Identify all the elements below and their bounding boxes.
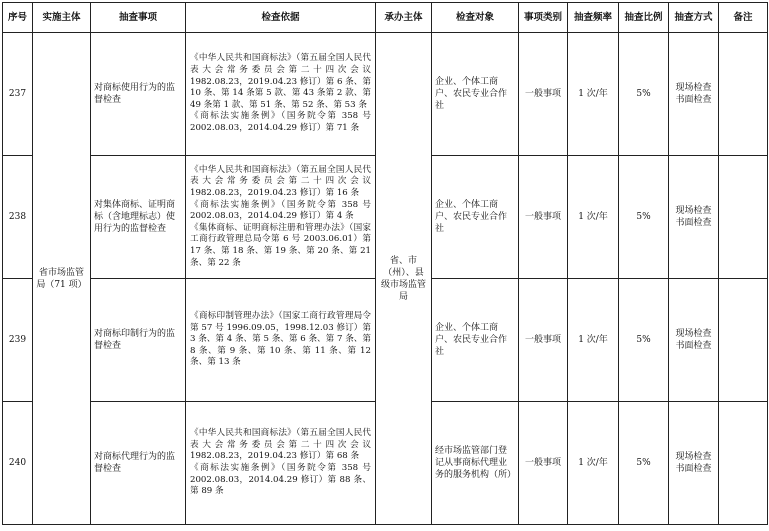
inspection-basis (186, 33, 376, 156)
inspection-ratio: 5% (619, 279, 669, 402)
inspection-method: 现场检查书面检查 (669, 156, 719, 279)
basis-line: 《中华人民共和国商标法》（第五届全国人民代表大会常务委员会第二十四次会议 1982.08.23，2019.04.23 修订）第 68 条 (190, 428, 371, 462)
header-basis: 检查依据 (186, 3, 376, 33)
undertaking-body-cell: 省、市（州）、县级市场监管局 (376, 33, 432, 525)
basis-line: 《中华人民共和国商标法》（第五届全国人民代表大会常务委员会第二十四次会议 1982.08.23，2019.04.23 修订）第 16 条 (190, 164, 371, 199)
header-row (3, 3, 768, 33)
basis-line: 《商标法实施条例》（国务院令第 358 号 2002.08.03，2014.04.29 修订）第 88 条、第 89 条 (190, 463, 371, 497)
inspection-ratio: 5% (619, 33, 669, 156)
basis-line: 《中华人民共和国商标法》（第五届全国人民代表大会常务委员会第二十四次会议 1982.08.23，2019.04.23 修订）第 6 条、第 10 条、第 14 条第 5 款、第 43 条第 2 款、第 49 条第 1 款、第 51 条、第 52 条、第 53 条 (190, 53, 371, 110)
remark (719, 156, 768, 279)
inspection-target: 企业、个体工商户、农民专业合作社 (432, 156, 519, 279)
header-item: 抽查事项 (91, 3, 186, 33)
inspection-ratio: 5% (619, 402, 669, 525)
row-number: 238 (3, 156, 33, 279)
item-category: 一般事项 (519, 156, 568, 279)
header-remark: 备注 (719, 3, 768, 33)
inspection-item: 对商标代理行为的监督检查 (91, 402, 186, 525)
row-number: 239 (3, 279, 33, 402)
header-category: 事项类别 (519, 3, 568, 33)
header-ratio: 抽查比例 (619, 3, 669, 33)
item-category: 一般事项 (519, 279, 568, 402)
inspection-item: 对商标使用行为的监督检查 (91, 33, 186, 156)
inspection-frequency: 1 次/年 (568, 33, 619, 156)
inspection-method: 现场检查书面检查 (669, 33, 719, 156)
inspection-frequency: 1 次/年 (568, 279, 619, 402)
inspection-basis (186, 279, 376, 402)
inspection-target: 企业、个体工商户、农民专业合作社 (432, 33, 519, 156)
item-category: 一般事项 (519, 33, 568, 156)
header-frequency: 抽查频率 (568, 3, 619, 33)
basis-line: 《商标法实施条例》（国务院令第 358 号 2002.08.03，2014.04.29 修订）第 71 条 (190, 111, 371, 133)
remark (719, 33, 768, 156)
inspection-method: 现场检查书面检查 (669, 279, 719, 402)
inspection-item: 对商标印制行为的监督检查 (91, 279, 186, 402)
inspection-table (2, 2, 768, 525)
inspection-method: 现场检查书面检查 (669, 402, 719, 525)
basis-line: 《集体商标、证明商标注册和管理办法》（国家工商行政管理总局令第 6 号 2003.06.01）第 17 条、第 18 条、第 19 条、第 20 条、第 21 条、第 22 条 (190, 222, 371, 268)
header-method: 抽查方式 (669, 3, 719, 33)
table-row (3, 33, 768, 156)
inspection-target: 企业、个体工商户、农民专业合作社 (432, 279, 519, 402)
basis-line: 《商标法实施条例》（国务院令第 358 号 2002.08.03，2014.04.29 修订）第 4 条 (190, 199, 371, 222)
inspection-ratio: 5% (619, 156, 669, 279)
remark (719, 279, 768, 402)
header-implementing-body: 实施主体 (33, 3, 91, 33)
header-undertaking-body: 承办主体 (376, 3, 432, 33)
inspection-basis (186, 402, 376, 525)
remark (719, 402, 768, 525)
row-number: 237 (3, 33, 33, 156)
row-number: 240 (3, 402, 33, 525)
item-category: 一般事项 (519, 402, 568, 525)
header-no: 序号 (3, 3, 33, 33)
inspection-item: 对集体商标、证明商标（含地理标志）使用行为的监督检查 (91, 156, 186, 279)
header-target: 检查对象 (432, 3, 519, 33)
inspection-basis (186, 156, 376, 279)
inspection-frequency: 1 次/年 (568, 156, 619, 279)
inspection-frequency: 1 次/年 (568, 402, 619, 525)
inspection-target: 经市场监管部门登记从事商标代理业务的服务机构（所） (432, 402, 519, 525)
basis-line: 《商标印制管理办法》（国家工商行政管理局令第 57 号 1996.09.05，1998.12.03 修订）第 3 条、第 4 条、第 5 条、第 6 条、第 7 条、第 8 条、第 9 条、第 10 条、第 11 条、第 12 条、第 13 条 (190, 311, 371, 368)
implementing-body-cell: 省市场监管局（71 项） (33, 33, 91, 525)
